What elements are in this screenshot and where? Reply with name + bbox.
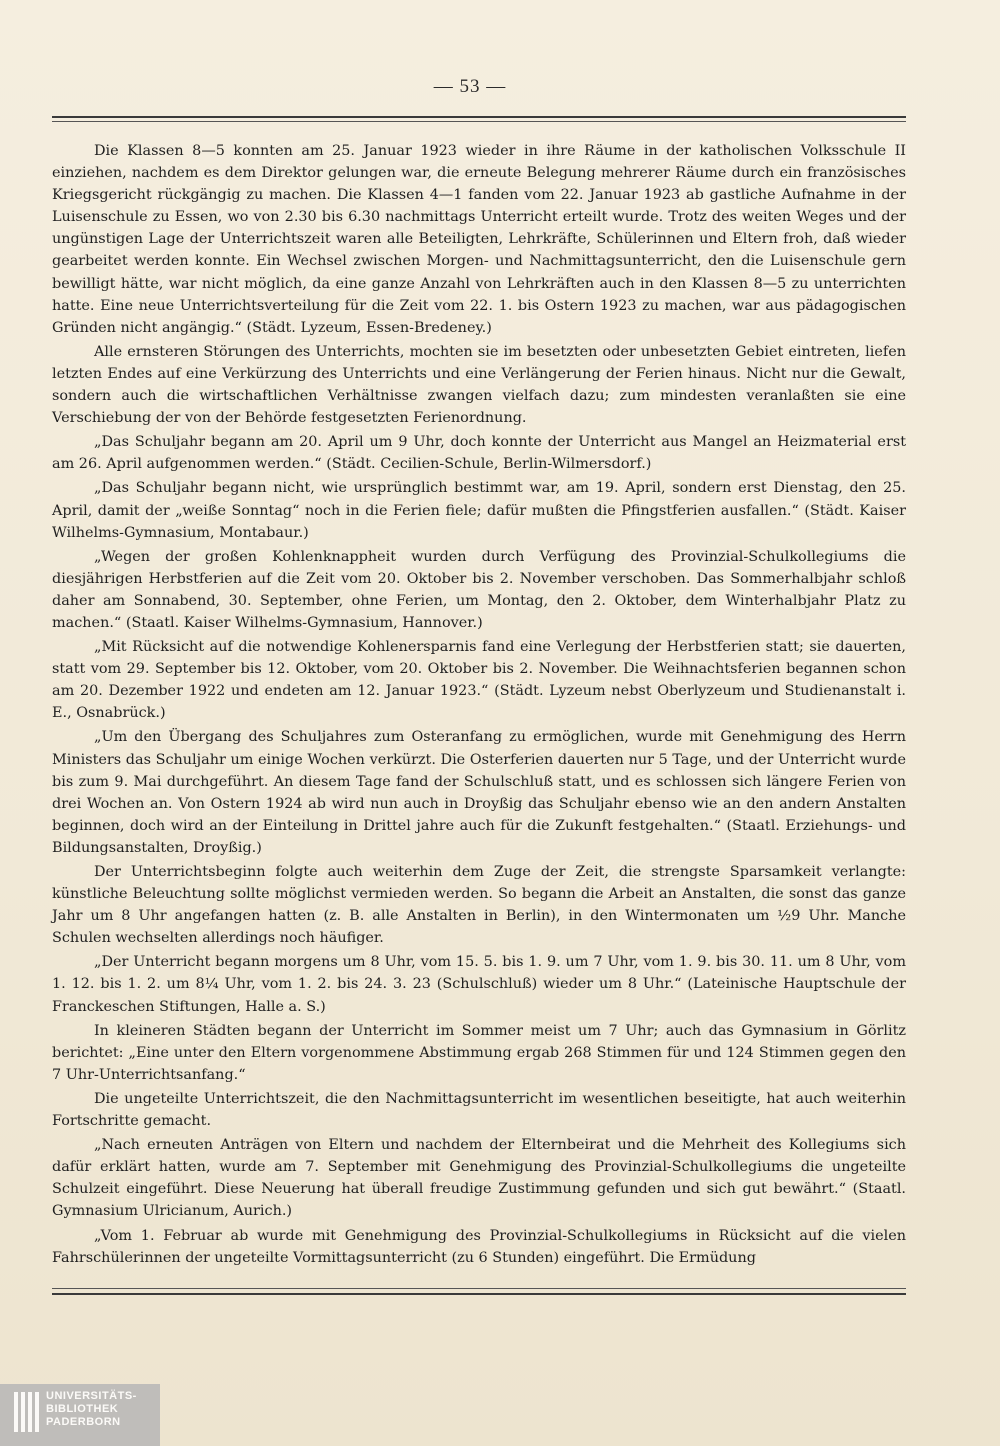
- header-rule-thin: [52, 121, 906, 122]
- library-watermark: [0, 1384, 160, 1446]
- logo-line: UNIVERSITÄTS-: [46, 1390, 137, 1402]
- library-logo-text: [46, 1390, 137, 1429]
- paragraph: Der Unterrichtsbeginn folgte auch weiterhin dem Zuge der Zeit, die strengste Sparsamkeit verlangte: künstliche Beleuchtung sollte möglichst vermieden werden. So begann die Arbeit an Anstalten, die sonst das ganze Jahr um 8 Uhr angefangen hatten (z. B. alle Anstalten in Berlin), in den Wintermonaten um ½9 Uhr. Manche Schulen wechselten allerdings noch häufiger.: [52, 864, 906, 947]
- paragraph: „Nach erneuten Anträgen von Eltern und nachdem der Elternbeirat und die Mehrheit des Kollegiums sich dafür erklärt hatten, wurde am 7. September mit Genehmigung des Provinzial-Schulkollegiums die ungeteilte Schulzeit eingeführt. Diese Neuerung hat überall freudige Zustimmung gefunden und sich gut bewährt.“ (Staatl. Gymnasium Ulricianum, Aurich.): [52, 1137, 906, 1220]
- paragraph: In kleineren Städten begann der Unterricht im Sommer meist um 7 Uhr; auch das Gymnasium in Görlitz berichtet: „Eine unter den Eltern vorgenommene Abstimmung ergab 268 Stimmen für und 124 Stimmen gegen den 7 Uhr-Unterrichtsanfang.“: [52, 1022, 906, 1083]
- page-number: — 53 —: [433, 76, 507, 97]
- paragraph: „Das Schuljahr begann nicht, wie ursprünglich bestimmt war, am 19. April, sondern erst Dienstag, den 25. April, damit der „weiße Sonntag“ noch in die Ferien fiele; dafür mußten die Pfingstferien ausfallen.“ (Städt. Kaiser Wilhelms-Gymnasium, Montabaur.): [52, 480, 906, 541]
- footer-rule: [52, 1293, 906, 1295]
- paragraph: Alle ernsteren Störungen des Unterrichts, mochten sie im besetzten oder unbesetzten Gebiet eintreten, liefen letzten Endes auf eine Verkürzung des Unterrichts und eine Verlängerung der Ferien hinaus. Nicht nur die Gewalt, sondern auch die wirtschaftlichen Verhältnisse zwangen vielfach dazu; zum mindesten veranlaßten sie eine Verschiebung der von der Behörde festgesetzten Ferienordnung.: [52, 343, 906, 427]
- footer-rule-thin: [52, 1288, 906, 1289]
- paragraph: „Der Unterricht begann morgens um 8 Uhr, vom 15. 5. bis 1. 9. um 7 Uhr, vom 1. 9. bis 30. 11. um 8 Uhr, vom 1. 12. bis 1. 2. um 8¼ Uhr, vom 1. 2. bis 24. 3. 23 (Schulschluß) wieder um 8 Uhr.“ (Lateinische Hauptschule der Franckeschen Stiftungen, Halle a. S.): [52, 954, 906, 1015]
- paragraph: „Mit Rücksicht auf die notwendige Kohlenersparnis fand eine Verlegung der Herbstferien statt; sie dauerten, statt vom 29. September bis 12. Oktober, vom 20. Oktober bis 2. November. Die Weihnachtsferien begannen schon am 20. Dezember 1922 und endeten am 12. Januar 1923.“ (Städt. Lyzeum nebst Oberlyzeum und Studienanstalt i. E., Osnabrück.): [52, 639, 906, 722]
- paragraph: „Vom 1. Februar ab wurde mit Genehmigung des Provinzial-Schulkollegiums in Rücksicht auf die vielen Fahrschülerinnen der ungeteilte Vormittagsunterricht (zu 6 Stunden) eingeführt. Die Ermüdung: [52, 1227, 906, 1266]
- library-logo-icon: [14, 1392, 40, 1432]
- logo-line: BIBLIOTHEK: [46, 1403, 119, 1415]
- paragraph: „Das Schuljahr begann am 20. April um 9 Uhr, doch konnte der Unterricht aus Mangel an Heizmaterial erst am 26. April aufgenommen werden.“ (Städt. Cecilien-Schule, Berlin-Wilmersdorf.): [52, 434, 906, 473]
- logo-line: PADERBORN: [46, 1416, 121, 1428]
- body-text: [52, 140, 906, 1271]
- paragraph: Die ungeteilte Unterrichtszeit, die den Nachmittagsunterricht im wesentlichen beseitigte, hat auch weiterhin Fortschritte gemacht.: [52, 1090, 906, 1130]
- paragraph: Die Klassen 8—5 konnten am 25. Januar 1923 wieder in ihre Räume in der katholischen Volksschule II einziehen, nachdem es dem Direktor gelungen war, die erneute Belegung mehrerer Räume durch ein französisches Kriegsgericht rückgängig zu machen. Die Klassen 4—1 fanden vom 22. Januar 1923 ab gastliche Aufnahme in der Luisenschule zu Essen, wo von 2.30 bis 6.30 nachmittags Unterricht erteilt wurde. Trotz des weiten Weges und der ungünstigen Lage der Unterrichtszeit waren alle Beteiligten, Lehrkräfte, Schülerinnen und Eltern froh, daß wieder gearbeitet werden konnte. Ein Wechsel zwischen Morgen- und Nachmittagsunterricht, den die Luisenschule gern bewilligt hätte, war nicht möglich, da eine ganze Anzahl von Lehrkräften auch in den Klassen 8—5 zu unterrichten hatte. Eine neue Unterrichtsverteilung für die Zeit vom 22. 1. bis Ostern 1923 zu machen, war aus pädagogischen Gründen nicht angängig.“ (Städt. Lyzeum, Essen-Bredeney.): [52, 143, 906, 336]
- header-rule: [52, 116, 906, 118]
- paragraph: „Um den Übergang des Schuljahres zum Osteranfang zu ermöglichen, wurde mit Genehmigung des Herrn Ministers das Schuljahr um einige Wochen verkürzt. Die Osterferien dauerten nur 5 Tage, und der Unterricht wurde bis zum 9. Mai durchgeführt. An diesem Tage fand der Schulschluß statt, und es schlossen sich längere Ferien von drei Wochen an. Von Ostern 1924 ab wird nun auch in Droyßig das Schuljahr ebenso wie an den andern Anstalten beginnen, doch wird an der Einteilung in Drittel jahre auch für die Zukunft festgehalten.“ (Staatl. Erziehungs- und Bildungsanstalten, Droyßig.): [52, 729, 906, 856]
- paragraph: „Wegen der großen Kohlenknappheit wurden durch Verfügung des Provinzial-Schulkollegiums die diesjährigen Herbstferien auf die Zeit vom 20. Oktober bis 2. November verschoben. Das Sommerhalbjahr schloß daher am Sonnabend, 30. September, ohne Ferien, um Montag, den 2. Oktober, dem Winterhalbjahr Platz zu machen.“ (Staatl. Kaiser Wilhelms-Gymnasium, Hannover.): [52, 548, 906, 631]
